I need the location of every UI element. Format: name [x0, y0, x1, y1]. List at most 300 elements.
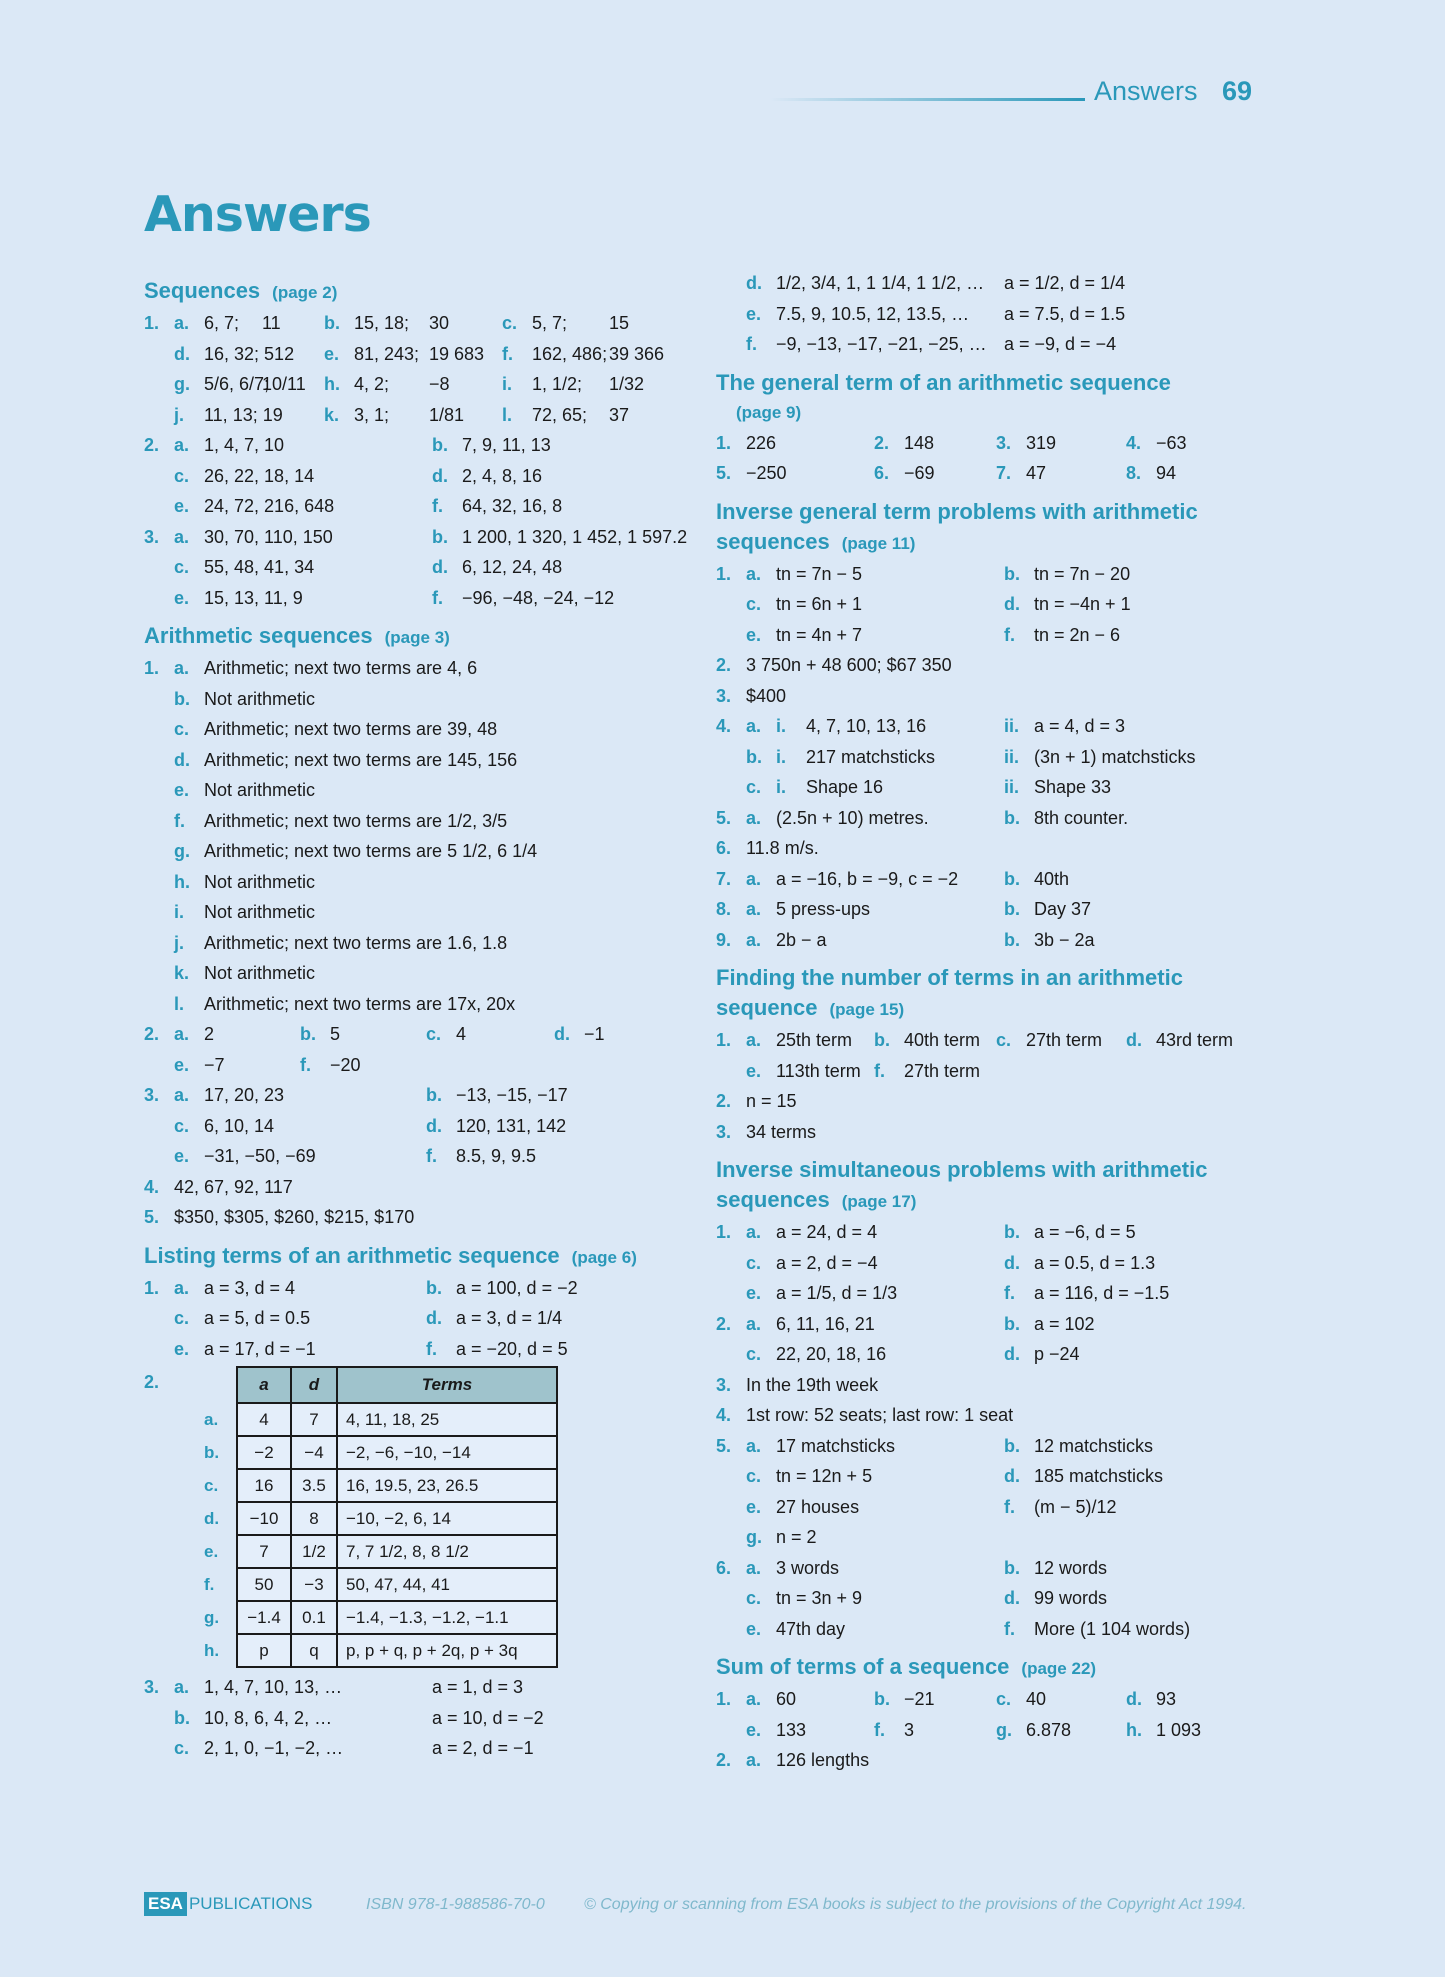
section-page-ref: (page 17) [841, 1192, 917, 1211]
part-label: d. [1004, 1466, 1020, 1486]
part-label: f. [874, 1719, 885, 1740]
question-number: 8. [716, 899, 732, 919]
answer-text: 3 750n + 48 600; $67 350 [746, 655, 952, 675]
table-row [204, 1601, 557, 1634]
answer-row [716, 864, 1276, 895]
part-label: f. [874, 1060, 885, 1081]
question-number: 1. [716, 1689, 732, 1709]
page-number: 69 [1222, 76, 1253, 106]
part-label: d. [174, 343, 190, 364]
answer-row [144, 583, 699, 614]
part-label: c. [746, 1344, 762, 1364]
answer-text: 120, 131, 142 [456, 1115, 567, 1136]
part-label: f. [300, 1054, 311, 1075]
table-row [204, 1403, 557, 1436]
answer-text: a = 24, d = 4 [776, 1222, 878, 1242]
answer-row [716, 1117, 1276, 1148]
question-number: 5. [716, 1435, 732, 1456]
answer-row [144, 552, 699, 583]
question-number: 3. [716, 1121, 732, 1142]
answer-row [716, 428, 1276, 459]
part-label: b. [1004, 899, 1020, 919]
part-label: f. [1004, 1618, 1015, 1639]
answer-row [144, 1019, 699, 1050]
part-label: f. [432, 496, 443, 516]
part-label: e. [174, 1146, 190, 1166]
answer-text: 16, 32; 512 [204, 343, 295, 364]
part-label: d. [174, 749, 190, 770]
part-label: d. [432, 465, 448, 486]
answer-text: 319 [1026, 432, 1057, 453]
answer-text: a = −16, b = −9, c = −2 [776, 868, 959, 889]
answer-row [144, 806, 699, 837]
question-number: 2. [716, 1750, 732, 1770]
answer-row [144, 1703, 699, 1734]
answer-text: 1/2, 3/4, 1, 1 1/4, 1 1/2, … [776, 273, 985, 293]
part-label: h. [1126, 1719, 1142, 1740]
answer-text: a = 4, d = 3 [1034, 716, 1126, 736]
part-label: g. [174, 374, 190, 394]
part-label: c. [174, 465, 190, 486]
part-label: e. [174, 780, 190, 800]
answer-text: n = 2 [776, 1527, 817, 1547]
answer-row [716, 1614, 1276, 1645]
question-number: 9. [716, 929, 732, 950]
section-title: Sum of terms of a sequence [716, 1654, 1010, 1679]
answer-row [716, 833, 1276, 864]
part-label: g. [174, 841, 190, 861]
answer-row [716, 1309, 1276, 1340]
part-label: a. [746, 868, 762, 889]
question-number: 3. [144, 1677, 160, 1697]
part-label: ii. [1004, 777, 1020, 797]
part-label: b. [874, 1030, 890, 1050]
part-label: a. [174, 313, 190, 333]
answer-text: 99 words [1034, 1588, 1108, 1608]
part-label: ii. [1004, 746, 1020, 767]
answer-text: 19 683 [429, 343, 485, 364]
answer-text: 6, 12, 24, 48 [462, 557, 563, 577]
section-title: Inverse simultaneous problems with arithmetic sequences [716, 1157, 1208, 1212]
answer-text: −63 [1156, 432, 1187, 453]
section-heading [716, 963, 1276, 1025]
question-number: 2. [716, 1313, 732, 1334]
answer-text: a = 3, d = 4 [204, 1277, 296, 1298]
answer-text: 1/32 [609, 374, 645, 394]
answer-row [716, 589, 1276, 620]
answer-text: Arithmetic; next two terms are 145, 156 [204, 749, 518, 770]
question-number: 3. [716, 685, 732, 706]
answer-text: 17, 20, 23 [204, 1085, 285, 1105]
part-label: b. [1004, 1313, 1020, 1334]
page-title: Answers [144, 186, 371, 243]
answer-row [716, 1684, 1276, 1715]
part-label: a. [174, 1085, 190, 1105]
table-header: Terms [337, 1367, 557, 1403]
answer-text: n = 15 [746, 1091, 797, 1111]
table-cell: −2 [237, 1436, 291, 1469]
answer-text: More (1 104 words) [1034, 1618, 1191, 1639]
answer-text: (m − 5)/12 [1034, 1496, 1117, 1517]
answer-row [716, 329, 1276, 360]
table-cell: −2, −6, −10, −14 [337, 1436, 557, 1469]
answer-text: 10/11 [262, 374, 306, 394]
part-label: i. [776, 716, 787, 736]
table-cell: −4 [291, 1436, 337, 1469]
part-label: a. [746, 929, 762, 950]
answer-text: 94 [1156, 463, 1177, 483]
answer-row [716, 1715, 1276, 1746]
answer-row [716, 1553, 1276, 1584]
answer-text: a = 7.5, d = 1.5 [1004, 303, 1126, 324]
question-number: 4. [716, 716, 732, 736]
answer-row [716, 681, 1276, 712]
answer-row [716, 299, 1276, 330]
part-label: a. [174, 526, 190, 547]
part-label: a. [746, 1557, 762, 1578]
part-label: b. [1004, 1222, 1020, 1242]
answer-row [144, 1050, 699, 1081]
question-number: 2. [716, 655, 732, 675]
answer-text: 226 [746, 432, 777, 453]
section-page-ref: (page 11) [841, 533, 916, 553]
part-label: e. [746, 1496, 762, 1517]
question-number: 2. [144, 435, 160, 455]
part-label: c. [426, 1024, 442, 1044]
table-cell: p [237, 1634, 291, 1667]
question-number: 4. [716, 1405, 732, 1425]
answer-text: 1, 4, 7, 10 [204, 435, 285, 455]
answer-text: 39 366 [609, 343, 665, 364]
answer-text: 5 [330, 1024, 341, 1044]
answer-text: −21 [904, 1689, 935, 1709]
answer-text: a = 102 [1034, 1313, 1095, 1334]
section-title: Arithmetic sequences [144, 623, 373, 648]
answer-text: Shape 16 [806, 777, 884, 797]
answer-text: 6.878 [1026, 1719, 1072, 1740]
part-label: e. [746, 1618, 762, 1639]
answer-row [144, 1202, 699, 1233]
table-cell: −1.4 [237, 1601, 291, 1634]
answer-row [716, 1056, 1276, 1087]
answer-text: 17 matchsticks [776, 1435, 896, 1456]
answer-text: 6, 7; [204, 313, 240, 333]
answer-row [144, 308, 699, 339]
part-label: a. [746, 563, 762, 584]
section-heading [716, 1652, 1276, 1684]
copyright-notice: © Copying or scanning from ESA books is subject to the provisions of the Copyright Act 1994. [584, 1896, 1247, 1913]
question-number: 5. [144, 1207, 160, 1227]
section-heading [144, 276, 699, 308]
section-heading [144, 621, 699, 653]
part-label: d. [1126, 1689, 1142, 1709]
answer-row [716, 1400, 1276, 1431]
answer-text: −1 [584, 1024, 605, 1044]
answer-row [716, 650, 1276, 681]
part-label: f. [502, 343, 513, 364]
answer-text: 4, 7, 10, 13, 16 [806, 716, 927, 736]
table-cell: p, p + q, p + 2q, p + 3q [337, 1634, 557, 1667]
table-cell: −1.4, −1.3, −1.2, −1.1 [337, 1601, 557, 1634]
answer-text: 12 words [1034, 1557, 1108, 1578]
answer-row [144, 1672, 699, 1703]
answer-text: 1/81 [429, 404, 465, 425]
answer-row [716, 1278, 1276, 1309]
part-label: d. [426, 1115, 442, 1136]
answer-row [144, 836, 699, 867]
section-heading [716, 497, 1276, 559]
answer-text: 15, 18; [354, 313, 410, 333]
table-cell: −10 [237, 1502, 291, 1535]
section-title: Listing terms of an arithmetic sequence [144, 1242, 560, 1268]
answer-row [716, 1522, 1276, 1553]
part-label: c. [174, 1308, 190, 1328]
answer-text: −8 [429, 374, 450, 394]
table-cell: 1/2 [291, 1535, 337, 1568]
answer-text: 27 houses [776, 1496, 860, 1517]
answer-row [716, 742, 1276, 773]
answer-text: −250 [746, 463, 787, 483]
answer-row [716, 1492, 1276, 1523]
answer-text: 25th term [776, 1030, 853, 1050]
table-cell: 4, 11, 18, 25 [337, 1403, 557, 1436]
table-cell: −3 [291, 1568, 337, 1601]
answer-text: In the 19th week [746, 1374, 879, 1395]
part-label: b. [1004, 807, 1020, 828]
part-label: e. [746, 1719, 762, 1740]
part-label: e. [174, 1338, 190, 1359]
answer-text: 126 lengths [776, 1750, 870, 1770]
answer-text: 8th counter. [1034, 807, 1129, 828]
header-rule [770, 98, 1085, 101]
question-number: 6. [716, 1557, 732, 1578]
answer-text: a = 1/5, d = 1/3 [776, 1283, 898, 1303]
table-row [204, 1568, 557, 1601]
answer-text: 26, 22, 18, 14 [204, 465, 315, 486]
answer-row [144, 491, 699, 522]
part-label: b. [324, 313, 340, 333]
answer-text: 64, 32, 16, 8 [462, 496, 563, 516]
part-label: c. [746, 1588, 762, 1608]
answer-row [144, 400, 699, 431]
answer-text: 1st row: 52 seats; last row: 1 seat [746, 1405, 1014, 1425]
part-label: a. [746, 1435, 762, 1456]
answer-text: 3 [904, 1719, 915, 1740]
answer-text: 10, 8, 6, 4, 2, … [204, 1707, 333, 1728]
answer-text: tn = 12n + 5 [776, 1466, 873, 1486]
part-label: g. [996, 1719, 1012, 1740]
answer-text: Not arithmetic [204, 902, 316, 922]
answer-text: 7, 9, 11, 13 [462, 435, 551, 455]
answer-text: tn = 4n + 7 [776, 624, 863, 645]
row-label: h. [204, 1640, 220, 1660]
part-label: a. [746, 899, 762, 919]
part-label: c. [174, 719, 190, 739]
answer-text: 47th day [776, 1618, 846, 1639]
answer-text: 2b − a [776, 929, 827, 950]
question-number: 3. [716, 1374, 732, 1395]
answer-text: 40 [1026, 1689, 1047, 1709]
question-number: 1. [144, 1277, 160, 1298]
question-number: 7. [716, 868, 732, 889]
answer-text: Day 37 [1034, 899, 1092, 919]
answer-text: 30 [429, 313, 450, 333]
part-label: i. [776, 746, 787, 767]
part-label: c. [174, 557, 190, 577]
answer-text: 2, 1, 0, −1, −2, … [204, 1738, 344, 1758]
part-label: c. [746, 777, 762, 797]
answer-text: tn = 6n + 1 [776, 594, 863, 614]
answer-text: a = 17, d = −1 [204, 1338, 316, 1359]
answer-text: 11 [262, 313, 281, 333]
part-label: b. [1004, 1557, 1020, 1578]
answer-text: 5, 7; [532, 313, 568, 333]
table-cell: 3.5 [291, 1469, 337, 1502]
answer-text: tn = 7n − 20 [1034, 563, 1131, 584]
table-row [204, 1469, 557, 1502]
question-number: 5. [716, 463, 732, 483]
section-title: The general term of an arithmetic sequence [716, 369, 1171, 395]
part-label: g. [746, 1527, 762, 1547]
table-row [204, 1436, 557, 1469]
terms-table [204, 1366, 558, 1668]
part-label: a. [746, 716, 762, 736]
part-label: c. [502, 313, 518, 333]
part-label: e. [174, 587, 190, 608]
answer-text: Shape 33 [1034, 777, 1112, 797]
part-label: a. [746, 1689, 762, 1709]
table-corner [204, 1367, 237, 1403]
part-label: e. [174, 496, 190, 516]
part-label: d. [1004, 1344, 1020, 1364]
answer-row [716, 1370, 1276, 1401]
table-row [204, 1502, 557, 1535]
row-label: f. [204, 1574, 215, 1594]
section-heading [144, 1241, 699, 1273]
part-label: e. [746, 303, 762, 324]
table-cell: 8 [291, 1502, 337, 1535]
section-page-ref: (page 22) [1021, 1659, 1097, 1678]
answer-text: 133 [776, 1719, 807, 1740]
question-number: 2. [716, 1091, 732, 1111]
answer-text: a = 3, d = 1/4 [456, 1308, 563, 1328]
part-label: a. [746, 1030, 762, 1050]
table-cell: 50, 47, 44, 41 [337, 1568, 557, 1601]
question-number: 2. [144, 1024, 160, 1044]
answer-text: a = 5, d = 0.5 [204, 1308, 311, 1328]
part-label: c. [746, 1466, 762, 1486]
answer-row [716, 1431, 1276, 1462]
table-row [204, 1634, 557, 1667]
answer-row [716, 1461, 1276, 1492]
part-label: b. [426, 1277, 442, 1298]
part-label: f. [432, 587, 443, 608]
row-label: a. [204, 1409, 219, 1429]
question-number: 1. [144, 313, 160, 333]
question-number: 3. [996, 432, 1012, 453]
question-number: 1. [716, 1222, 732, 1242]
answer-text: 11.8 m/s. [746, 838, 819, 858]
answer-text: 1, 4, 7, 10, 13, … [204, 1677, 343, 1697]
part-label: f. [174, 810, 185, 831]
answer-text: 27th term [1026, 1030, 1103, 1050]
part-label: d. [1004, 1252, 1020, 1273]
answer-row [144, 1111, 699, 1142]
table-cell: 16, 19.5, 23, 26.5 [337, 1469, 557, 1502]
answer-row [716, 894, 1276, 925]
answer-text: p −24 [1034, 1344, 1080, 1364]
question-number: 7. [996, 463, 1012, 483]
table-header: a [237, 1367, 291, 1403]
answer-row [144, 958, 699, 989]
answer-text: 5/6, 6/7; [204, 374, 270, 394]
answer-text: Not arithmetic [204, 780, 316, 800]
answer-text: a = 0.5, d = 1.3 [1034, 1252, 1156, 1273]
section-page-ref: (page 6) [571, 1247, 637, 1267]
answer-text: −20 [330, 1054, 361, 1075]
answer-row [716, 1583, 1276, 1614]
answer-text: a = −6, d = 5 [1034, 1222, 1136, 1242]
answer-text: −9, −13, −17, −21, −25, … [776, 334, 987, 354]
row-label: b. [204, 1442, 220, 1462]
row-label: g. [204, 1607, 220, 1627]
section-page-ref: (page 3) [384, 628, 450, 647]
answer-text: a = 116, d = −1.5 [1034, 1283, 1170, 1303]
answer-row [144, 1141, 699, 1172]
left-column [144, 268, 699, 1764]
answer-text: a = −9, d = −4 [1004, 334, 1117, 354]
section-page-ref: (page 15) [829, 1000, 905, 1019]
section-title: Sequences [144, 278, 261, 303]
answer-text: a = −20, d = 5 [456, 1338, 568, 1359]
question-number: 4. [1126, 432, 1142, 453]
part-label: f. [1004, 1496, 1015, 1517]
answer-text: −13, −15, −17 [456, 1085, 568, 1105]
answer-row [716, 559, 1276, 590]
answer-text: 8.5, 9, 9.5 [456, 1146, 537, 1166]
part-label: l. [174, 993, 185, 1014]
table-cell: 4 [237, 1403, 291, 1436]
part-label: i. [174, 902, 185, 922]
table-cell: 7 [237, 1535, 291, 1568]
answer-text: −69 [904, 463, 935, 483]
answer-text: Arithmetic; next two terms are 1/2, 3/5 [204, 810, 508, 831]
answer-text: tn = −4n + 1 [1034, 594, 1131, 614]
answer-text: 15 [609, 313, 630, 333]
part-label: i. [776, 777, 787, 797]
part-label: e. [324, 343, 340, 364]
section-heading [716, 368, 1276, 428]
table-cell: 7 [291, 1403, 337, 1436]
part-label: a. [746, 1750, 762, 1770]
answer-text: 22, 20, 18, 16 [776, 1344, 887, 1364]
question-number: 2. [144, 1372, 160, 1392]
answer-text: 5 press-ups [776, 899, 871, 919]
answer-text: 3, 1; [354, 404, 390, 425]
table-header: d [291, 1367, 337, 1403]
answer-row [144, 775, 699, 806]
part-label: b. [746, 746, 762, 767]
answer-text: 217 matchsticks [806, 746, 936, 767]
answer-text: 11, 13; 19 [204, 404, 283, 425]
answer-text: 34 terms [746, 1121, 817, 1142]
part-label: c. [996, 1030, 1012, 1050]
answer-row [144, 1273, 699, 1304]
esa-logo: ESA [144, 1892, 187, 1916]
part-label: f. [746, 334, 757, 354]
part-label: e. [746, 624, 762, 645]
question-number: 1. [716, 1030, 732, 1050]
